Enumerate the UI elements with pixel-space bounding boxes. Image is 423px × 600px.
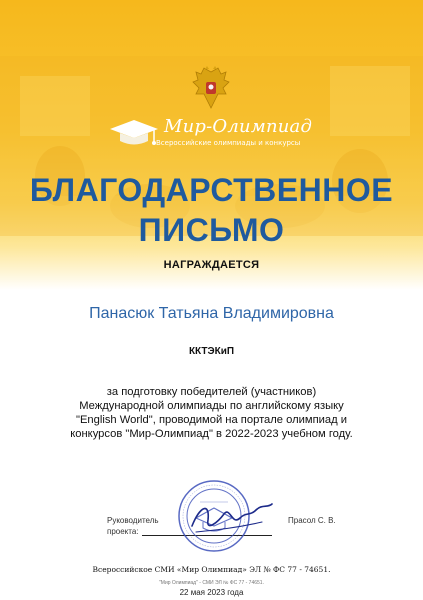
media-registration: Всероссийское СМИ «Мир Олимпиад» ЭЛ № ФС 77 - 74651. bbox=[92, 565, 331, 574]
graduation-cap-icon bbox=[108, 116, 160, 148]
logo-title: Мир-Олимпиад bbox=[164, 116, 313, 137]
russian-coat-of-arms-icon bbox=[190, 66, 232, 110]
body-line: за подготовку победителей (участников) bbox=[106, 386, 317, 398]
signature-label-line-1: Руководитель bbox=[107, 516, 159, 525]
signature-label bbox=[107, 515, 159, 537]
body-line: Международной олимпиады по английскому языку bbox=[79, 400, 344, 412]
recipient-name: Панасюк Татьяна Владимировна bbox=[89, 305, 334, 322]
signature-label-line-2: проекта: bbox=[107, 527, 139, 536]
issue-date: 22 мая 2023 года bbox=[179, 588, 244, 597]
handwritten-signature bbox=[186, 492, 276, 540]
title-line-1: БЛАГОДАРСТВЕННОЕ bbox=[29, 172, 394, 208]
logo-subtitle: Всероссийские олимпиады и конкурсы bbox=[156, 139, 301, 147]
signatory-name: Прасол С. В. bbox=[288, 516, 336, 525]
recipient-organization: ККТЭКиП bbox=[188, 346, 235, 357]
awarded-label: НАГРАЖДАЕТСЯ bbox=[163, 259, 260, 271]
media-registration-small: "Мир Олимпиад" - СМИ ЭЛ № ФС 77 - 74651. bbox=[159, 580, 264, 586]
certificate-body bbox=[0, 385, 423, 441]
body-line: конкурсов "Мир-Олимпиад" в 2022-2023 учебном году. bbox=[70, 428, 353, 440]
body-line: "English World", проводимой на портале олимпиад и bbox=[75, 414, 348, 426]
title-line-2: ПИСЬМО bbox=[138, 212, 285, 248]
mir-olimpiad-logo bbox=[108, 114, 328, 150]
